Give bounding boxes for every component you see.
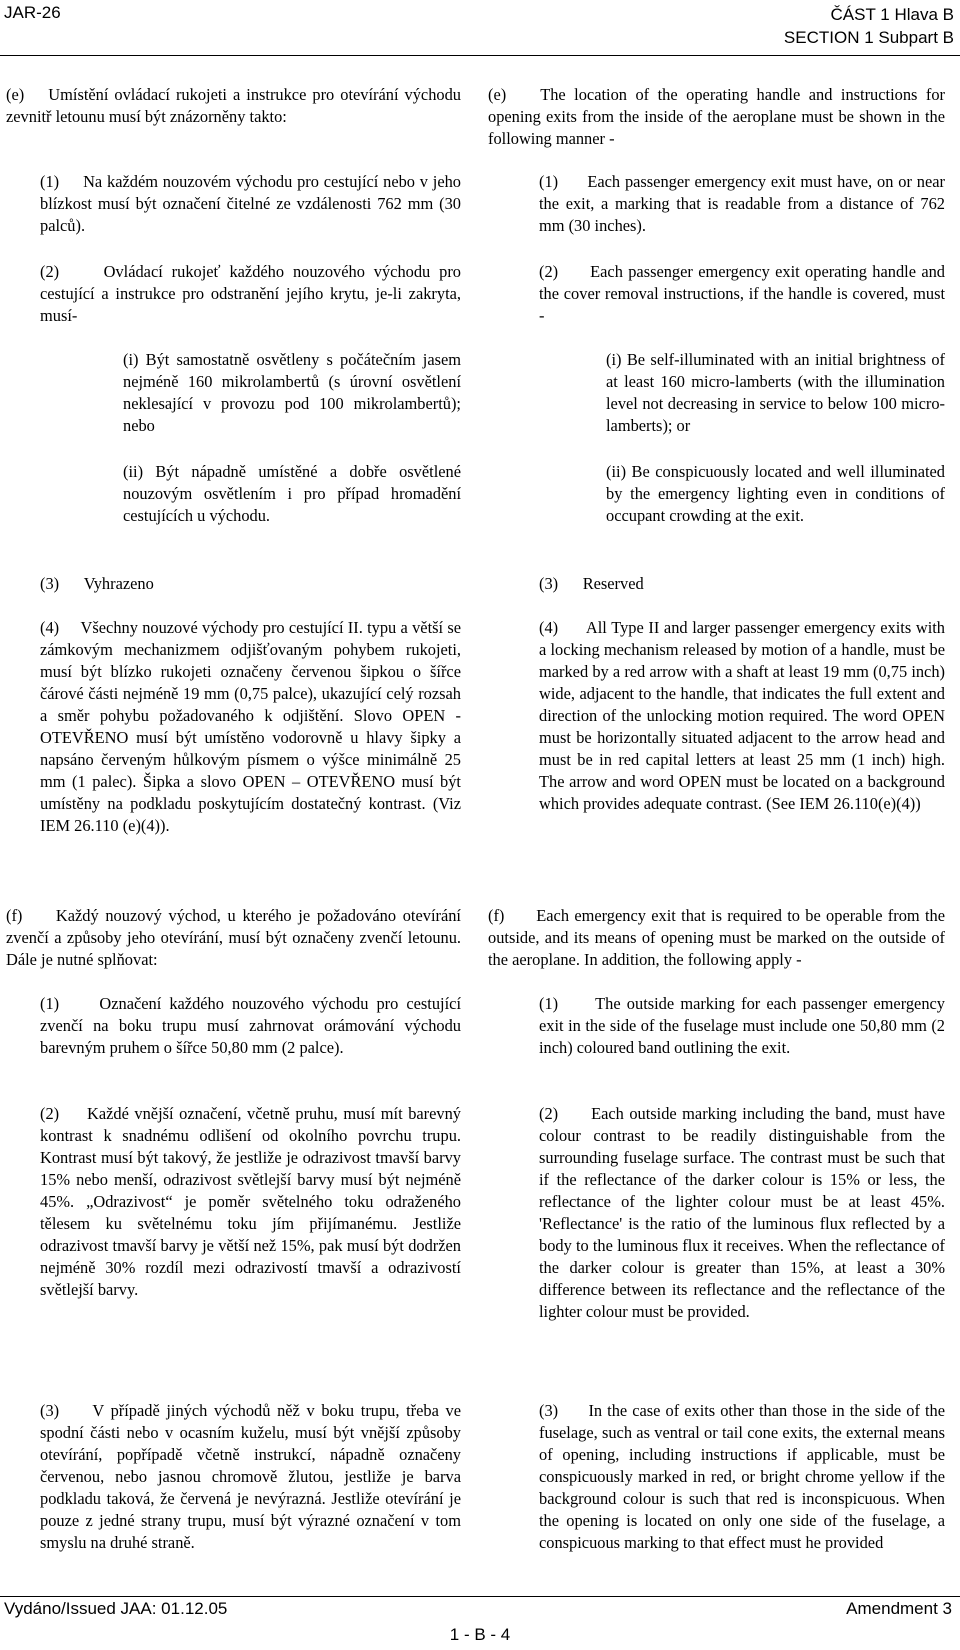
- cz-e2: (2) Ovládací rukojeť každého nouzového východu pro cestující a instrukce pro odstranění jejího krytu, je-li zakryta, musí-: [40, 262, 461, 325]
- section-heading: [784, 3, 954, 49]
- en-f3: (3) In the case of exits other than those in the side of the fuselage, such as ventral or tail cone exits, the external means of opening, including instructions if applicable, must be conspicuously marked in red, or bright chrome yellow if the background colour is such that red is inconspicuous. When the opening is located on only one side of the fuselage, a conspicuous marking to that effect must he provided: [539, 1401, 945, 1552]
- en-e3: (3) Reserved: [539, 574, 644, 593]
- en-f1: (1) The outside marking for each passenger emergency exit in the side of the fuselage must include one 50,80 mm (2 inch) coloured band outlining the exit.: [539, 994, 945, 1057]
- amendment-label: Amendment 3: [846, 1599, 952, 1618]
- document-id: JAR-26: [4, 3, 61, 22]
- cz-e3: (3) Vyhrazeno: [40, 574, 154, 593]
- cz-e2-ii: (ii) Být nápadně umístěné a dobře osvětlené nouzovým osvětlením i pro případ hromadění cestujících u východu.: [123, 462, 461, 525]
- cz-e1: (1) Na každém nouzovém východu pro cestující nebo v jeho blízkost musí být označení čitelné ze vzdálenosti 762 mm (30 palců).: [40, 172, 461, 235]
- en-e2-i: (i) Be self-illuminated with an initial brightness of at least 160 micro-lamberts (with the illumination level not decreasing in service to below 100 micro-lamberts); or: [606, 350, 945, 435]
- cz-f2: (2) Každé vnější označení, včetně pruhu, musí mít barevný kontrast k snadnému odlišení od okolního povrchu trupu. Kontrast musí být takový, že jestliže je odrazivost tmavší barvy 15% nebo menší, odrazivost světlejší barvy musí být nejméně 45%. „Odrazivost“ je poměr světelného toku odraženého tělesem ku světelnému toku jím přijímanému. Jestliže odrazivost tmavší barvy je větší než 15%, pak musí být dodržen nejméně 30% rozdíl mezi odrazivostí tmavší a odrazivostí světlejší barvy.: [40, 1104, 461, 1299]
- issue-date: Vydáno/Issued JAA: 01.12.05: [4, 1599, 228, 1618]
- header-divider: [0, 55, 960, 56]
- cz-e2-i: (i) Být samostatně osvětleny s počátečním jasem nejméně 160 mikrolambertů (s úrovní osvětlení neklesající v provozu pod 100 mikrolambertů); nebo: [123, 350, 461, 435]
- en-e-intro: (e) The location of the operating handle and instructions for opening exits from the inside of the aeroplane must be shown in the following manner -: [488, 85, 945, 148]
- en-f-intro: (f) Each emergency exit that is required to be operable from the outside, and its means of opening must be marked on the outside of the aeroplane. In addition, the following apply -: [488, 906, 945, 969]
- page-number: 1 - B - 4: [449, 1625, 511, 1644]
- cz-e4: (4) Všechny nouzové východy pro cestující II. typu a větší se zámkovým mechanizmem odjišťovaným pohybem rukojeti, musí být blízko rukojeti označeny červenou šipkou o šířce čárové části nejméně 19 mm (0,75 palce), ukazující celý rozsah a směr pohybu požadovaného k odjištění. Slovo OPEN - OTEVŘENO musí být umístěno vodorovně u hlavy šipky a napsáno červeným hůlkovým písmem o výšce minimálně 25 mm (1 palec). Šipka a slovo OPEN – OTEVŘENO musí být umístěny na podkladu poskytujícím dostatečný kontrast. (Viz IEM 26.110 (e)(4)).: [40, 618, 461, 835]
- cz-e-intro: (e) Umístění ovládací rukojeti a instrukce pro otevírání východu zevnitř letounu musí být znázorněny takto:: [6, 85, 461, 126]
- en-e1: (1) Each passenger emergency exit must have, on or near the exit, a marking that is readable from a distance of 762 mm (30 inches).: [539, 172, 945, 235]
- en-e4: (4) All Type II and larger passenger emergency exits with a locking mechanism released by motion of a handle, must be marked by a red arrow with a shaft at least 19 mm (0,75 inch) wide, adjacent to the handle, that indicates the full extent and direction of the unlocking motion required. The word OPEN must be horizontally situated adjacent to the arrow head and must be in red capital letters at least 25 mm (1 inch) high. The arrow and word OPEN must be located on a background which provides adequate contrast. (See IEM 26.110(e)(4)): [539, 618, 945, 813]
- page-header: [0, 0, 960, 60]
- cz-f1: (1) Označení každého nouzového východu pro cestující zvenčí na boku trupu musí zahrnovat orámování východu barevným pruhem o šířce 50,80 mm (2 palce).: [40, 994, 461, 1057]
- section-label: SECTION 1 Subpart B: [783, 28, 954, 47]
- en-e2: (2) Each passenger emergency exit operating handle and the cover removal instructions, if the handle is covered, must -: [539, 262, 945, 325]
- en-f2: (2) Each outside marking including the band, must have colour contrast to be readily distinguishable from the surrounding fuselage surface. The contrast must be such that if the reflectance of the darker colour is 15% or less, the reflectance of the lighter colour must be at least 45%. 'Reflectance' is the ratio of the luminous flux reflected by a body to the luminous flux it receives. When the reflectance of the darker colour is greater than 15%, at least a 30% difference between its reflectance and the reflectance of the lighter colour must be provided.: [539, 1104, 945, 1321]
- part-label: ČÁST 1 Hlava B: [830, 5, 954, 24]
- en-e2-ii: (ii) Be conspicuously located and well illuminated by the emergency lighting even in conditions of occupant crowding at the exit.: [606, 462, 945, 525]
- cz-f3: (3) V případě jiných východů něž v boku trupu, třeba ve spodní části nebo v ocasním kuželu, musí být vnější způsoby otevírání, popřípadě včetně instrukcí, nápadně označeny červenou, nebo jasnou chromově žlutou, jestliže je barva podkladu taková, že červená je nevýrazná. Jestliže otevírání je pouze z jedné strany trupu, musí být výrazné označení v tom smyslu na druhé straně.: [40, 1401, 461, 1552]
- cz-f-intro: (f) Každý nouzový východ, u kterého je požadováno otevírání zvenčí a způsoby jeho otevírání, musí být označeny zvenčí letounu. Dále je nutné splňovat:: [6, 906, 461, 969]
- footer-divider: [0, 1596, 960, 1597]
